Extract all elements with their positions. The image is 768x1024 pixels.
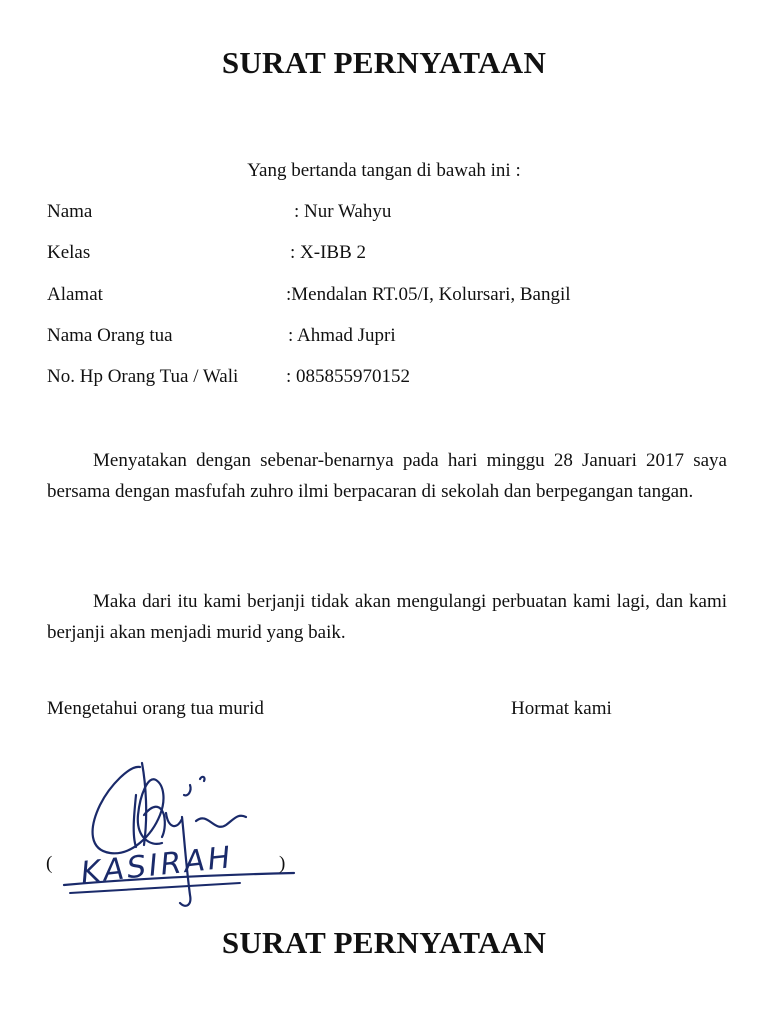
document-title: SURAT PERNYATAAN <box>221 45 547 80</box>
field-label-no-hp: No. Hp Orang Tua / Wali <box>47 366 239 387</box>
promise-text: Maka dari itu kami berjanji tidak akan mengulangi perbuatan kami lagi, dan kami berjanji akan menjadi murid yang baik. <box>47 591 727 643</box>
field-value-kelas: : X-IBB 2 <box>290 242 366 263</box>
handwritten-signature <box>60 755 310 915</box>
field-value-nama-orang-tua: : Ahmad Jupri <box>288 325 396 346</box>
handwritten-name: KASIRAH <box>79 840 236 891</box>
statement-text: Menyatakan dengan sebenar-benarnya pada hari minggu 28 Januari 2017 saya bersama dengan masfufah zuhro ilmi berpacaran di sekolah dan berpegangan tangan. <box>47 450 727 502</box>
field-label-nama: Nama <box>47 201 93 222</box>
field-label-nama-orang-tua: Nama Orang tua <box>47 325 173 346</box>
open-parenthesis: ( <box>46 853 53 874</box>
promise-paragraph <box>47 586 727 648</box>
field-value-alamat: :Mendalan RT.05/I, Kolursari, Bangil <box>286 284 571 305</box>
field-value-no-hp: : 085855970152 <box>286 366 411 387</box>
close-parenthesis: ) <box>279 853 286 874</box>
next-page-title: SURAT PERNYATAAN <box>221 925 547 960</box>
parent-acknowledgement-label: Mengetahui orang tua murid <box>47 698 264 719</box>
field-label-alamat: Alamat <box>47 284 103 305</box>
respectfully-label: Hormat kami <box>511 698 612 719</box>
field-label-kelas: Kelas <box>47 242 91 263</box>
statement-paragraph <box>47 445 727 507</box>
intro-text: Yang bertanda tangan di bawah ini : <box>247 160 521 181</box>
field-value-nama: : Nur Wahyu <box>294 201 392 222</box>
